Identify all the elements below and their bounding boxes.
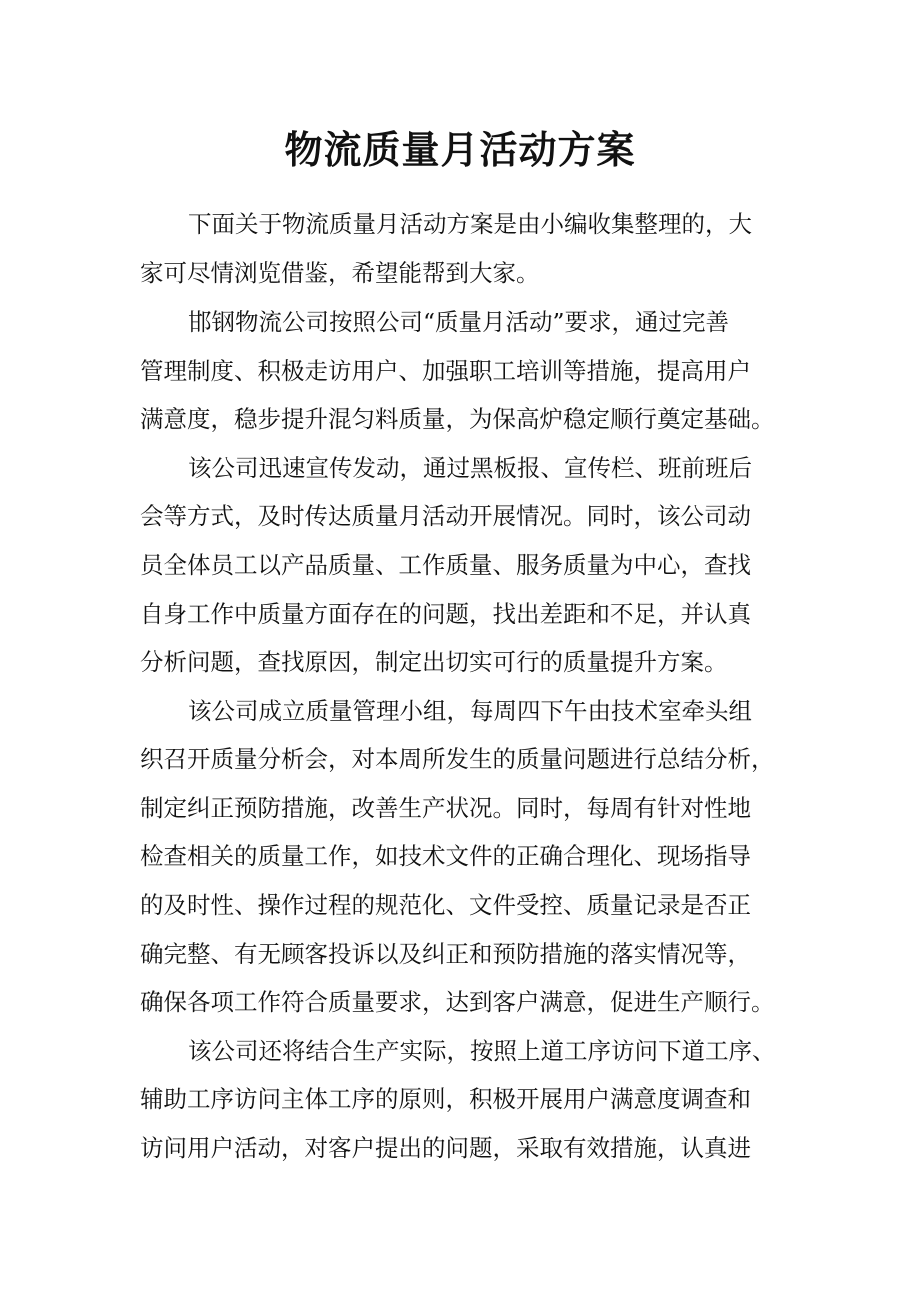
paragraph-1-line-1: 下面关于物流质量月活动方案是由小编收集整理的，大 (188, 210, 752, 238)
paragraph-3-line-5: 分析问题，查找原因，制定出切实可行的质量提升方案。 (140, 648, 728, 676)
paragraph-1-line-2: 家可尽情浏览借鉴，希望能帮到大家。 (140, 259, 540, 287)
paragraph-2-line-3: 满意度，稳步提升混匀料质量，为保高炉稳定顺行奠定基础。 (140, 405, 775, 433)
paragraph-3-line-2: 会等方式，及时传达质量月活动开展情况。同时，该公司动 (140, 502, 751, 530)
paragraph-3-line-3: 员全体员工以产品质量、工作质量、服务质量为中心，查找 (140, 551, 751, 579)
paragraph-2-line-2: 管理制度、积极走访用户、加强职工培训等措施，提高用户 (140, 357, 751, 385)
paragraph-4-line-4: 检查相关的质量工作，如技术文件的正确合理化、现场指导 (140, 842, 751, 870)
paragraph-3-line-1: 该公司迅速宣传发动，通过黑板报、宣传栏、班前班后 (188, 454, 752, 482)
paragraph-5-line-3: 访问用户活动，对客户提出的问题，采取有效措施，认真进 (140, 1134, 751, 1162)
paragraph-4-line-5: 的及时性、操作过程的规范化、文件受控、质量记录是否正 (140, 891, 751, 919)
paragraph-4-line-3: 制定纠正预防措施，改善生产状况。同时，每周有针对性地 (140, 794, 751, 822)
paragraph-3-line-4: 自身工作中质量方面存在的问题，找出差距和不足，并认真 (140, 600, 751, 628)
paragraph-2-line-1: 邯钢物流公司按照公司“质量月活动”要求，通过完善 (188, 308, 730, 336)
paragraph-5-line-2: 辅助工序访问主体工序的原则，积极开展用户满意度调查和 (140, 1085, 751, 1113)
paragraph-4-line-2: 织召开质量分析会，对本周所发生的质量问题进行总结分析， (140, 745, 775, 773)
document-title: 物流质量月活动方案 (284, 127, 636, 172)
paragraph-4-line-6: 确完整、有无顾客投诉以及纠正和预防措施的落实情况等， (140, 940, 751, 968)
paragraph-4-line-7: 确保各项工作符合质量要求，达到客户满意，促进生产顺行。 (140, 988, 775, 1016)
paragraph-5-line-1: 该公司还将结合生产实际，按照上道工序访问下道工序、 (188, 1037, 776, 1065)
paragraph-4-line-1: 该公司成立质量管理小组，每周四下午由技术室牵头组 (188, 697, 752, 725)
